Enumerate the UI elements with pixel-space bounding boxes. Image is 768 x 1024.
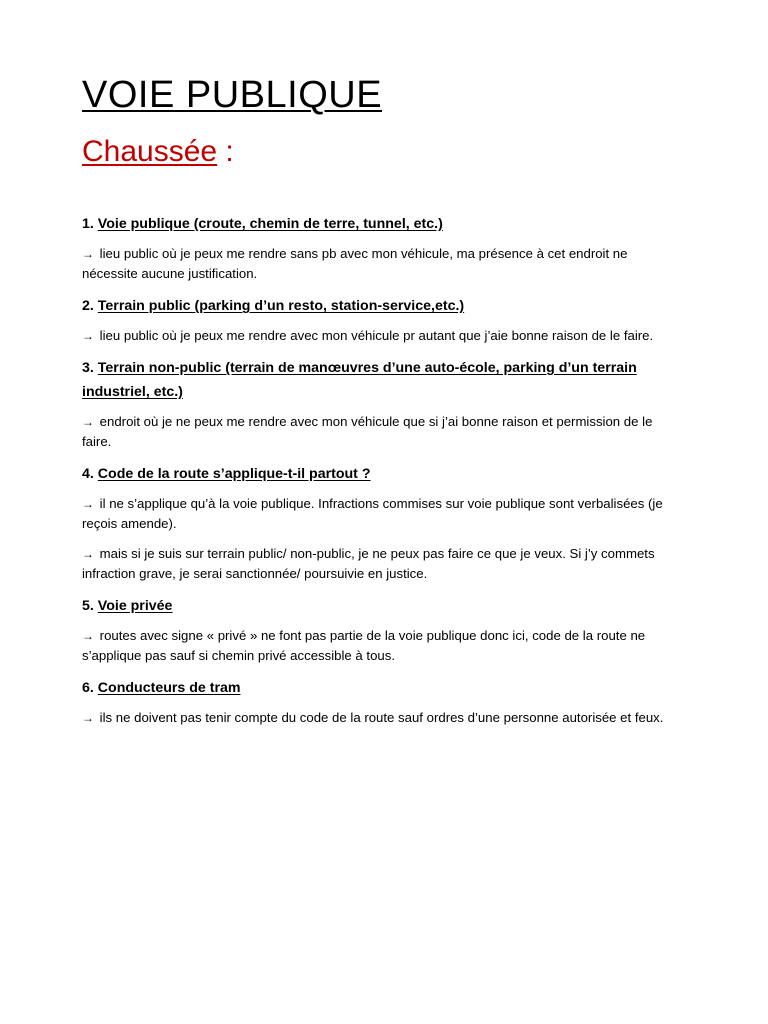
section-heading bbox=[82, 676, 682, 700]
paragraph-text: il ne s’applique qu’à la voie publique. Infractions commises sur voie publique sont verbalisées (je reçois amende). bbox=[82, 496, 663, 531]
section-number: 6. bbox=[82, 680, 94, 696]
section-heading bbox=[82, 356, 682, 404]
section-heading bbox=[82, 294, 682, 318]
section-heading bbox=[82, 462, 682, 486]
paragraph-text: ils ne doivent pas tenir compte du code de la route sauf ordres d’une personne autorisée et feux. bbox=[99, 710, 664, 725]
section-paragraph bbox=[82, 708, 682, 728]
section-heading-text: Terrain public (parking d’un resto, station-service,etc.) bbox=[97, 298, 465, 314]
subtitle-word: Chaussée bbox=[82, 135, 218, 168]
arrow-right-icon: → bbox=[82, 629, 94, 643]
section-3 bbox=[82, 356, 682, 452]
section-number: 3. bbox=[82, 360, 94, 376]
section-4 bbox=[82, 462, 682, 584]
section-paragraph bbox=[82, 244, 682, 284]
arrow-right-icon: → bbox=[82, 547, 94, 561]
section-6 bbox=[82, 676, 682, 728]
section-paragraph bbox=[82, 326, 682, 346]
paragraph-text: mais si je suis sur terrain public/ non-public, je ne peux pas faire ce que je veux. Si j’y commets infraction grave, je serai sanctionnée/ poursuivie en justice. bbox=[82, 546, 655, 581]
section-heading-text: Code de la route s’applique-t-il partout ? bbox=[97, 466, 371, 482]
section-heading bbox=[82, 212, 682, 236]
document-page bbox=[82, 72, 682, 738]
section-number: 1. bbox=[82, 216, 94, 232]
arrow-right-icon: → bbox=[82, 247, 94, 261]
section-heading-text: Terrain non-public (terrain de manœuvres d’une auto-école, parking d’un terrain industriel, etc.) bbox=[82, 360, 637, 400]
arrow-right-icon: → bbox=[82, 329, 94, 343]
section-heading-text: Conducteurs de tram bbox=[97, 680, 241, 696]
section-paragraph bbox=[82, 626, 682, 666]
section-2 bbox=[82, 294, 682, 346]
paragraph-text: lieu public où je peux me rendre avec mon véhicule pr autant que j’aie bonne raison de le faire. bbox=[99, 328, 654, 343]
paragraph-text: endroit où je ne peux me rendre avec mon véhicule que si j’ai bonne raison et permission de le faire. bbox=[82, 414, 653, 449]
document-title: VOIE PUBLIQUE bbox=[82, 74, 383, 116]
section-1 bbox=[82, 212, 682, 284]
section-number: 4. bbox=[82, 466, 94, 482]
section-paragraph bbox=[82, 544, 682, 584]
document-subtitle bbox=[82, 132, 682, 172]
arrow-right-icon: → bbox=[82, 711, 94, 725]
section-paragraph bbox=[82, 494, 682, 534]
section-heading-text: Voie privée bbox=[97, 598, 173, 614]
section-paragraph bbox=[82, 412, 682, 452]
arrow-right-icon: → bbox=[82, 415, 94, 429]
section-heading-text: Voie publique (croute, chemin de terre, tunnel, etc.) bbox=[97, 216, 443, 232]
paragraph-text: routes avec signe « privé » ne font pas partie de la voie publique donc ici, code de la route ne s’applique pas sauf si chemin privé accessible à tous. bbox=[82, 628, 646, 663]
section-heading bbox=[82, 594, 682, 618]
subtitle-suffix: : bbox=[217, 135, 234, 168]
section-5 bbox=[82, 594, 682, 666]
section-number: 5. bbox=[82, 598, 94, 614]
section-list bbox=[82, 212, 682, 728]
section-number: 2. bbox=[82, 298, 94, 314]
arrow-right-icon: → bbox=[82, 497, 94, 511]
paragraph-text: lieu public où je peux me rendre sans pb avec mon véhicule, ma présence à cet endroit ne nécessite aucune justification. bbox=[82, 246, 628, 281]
